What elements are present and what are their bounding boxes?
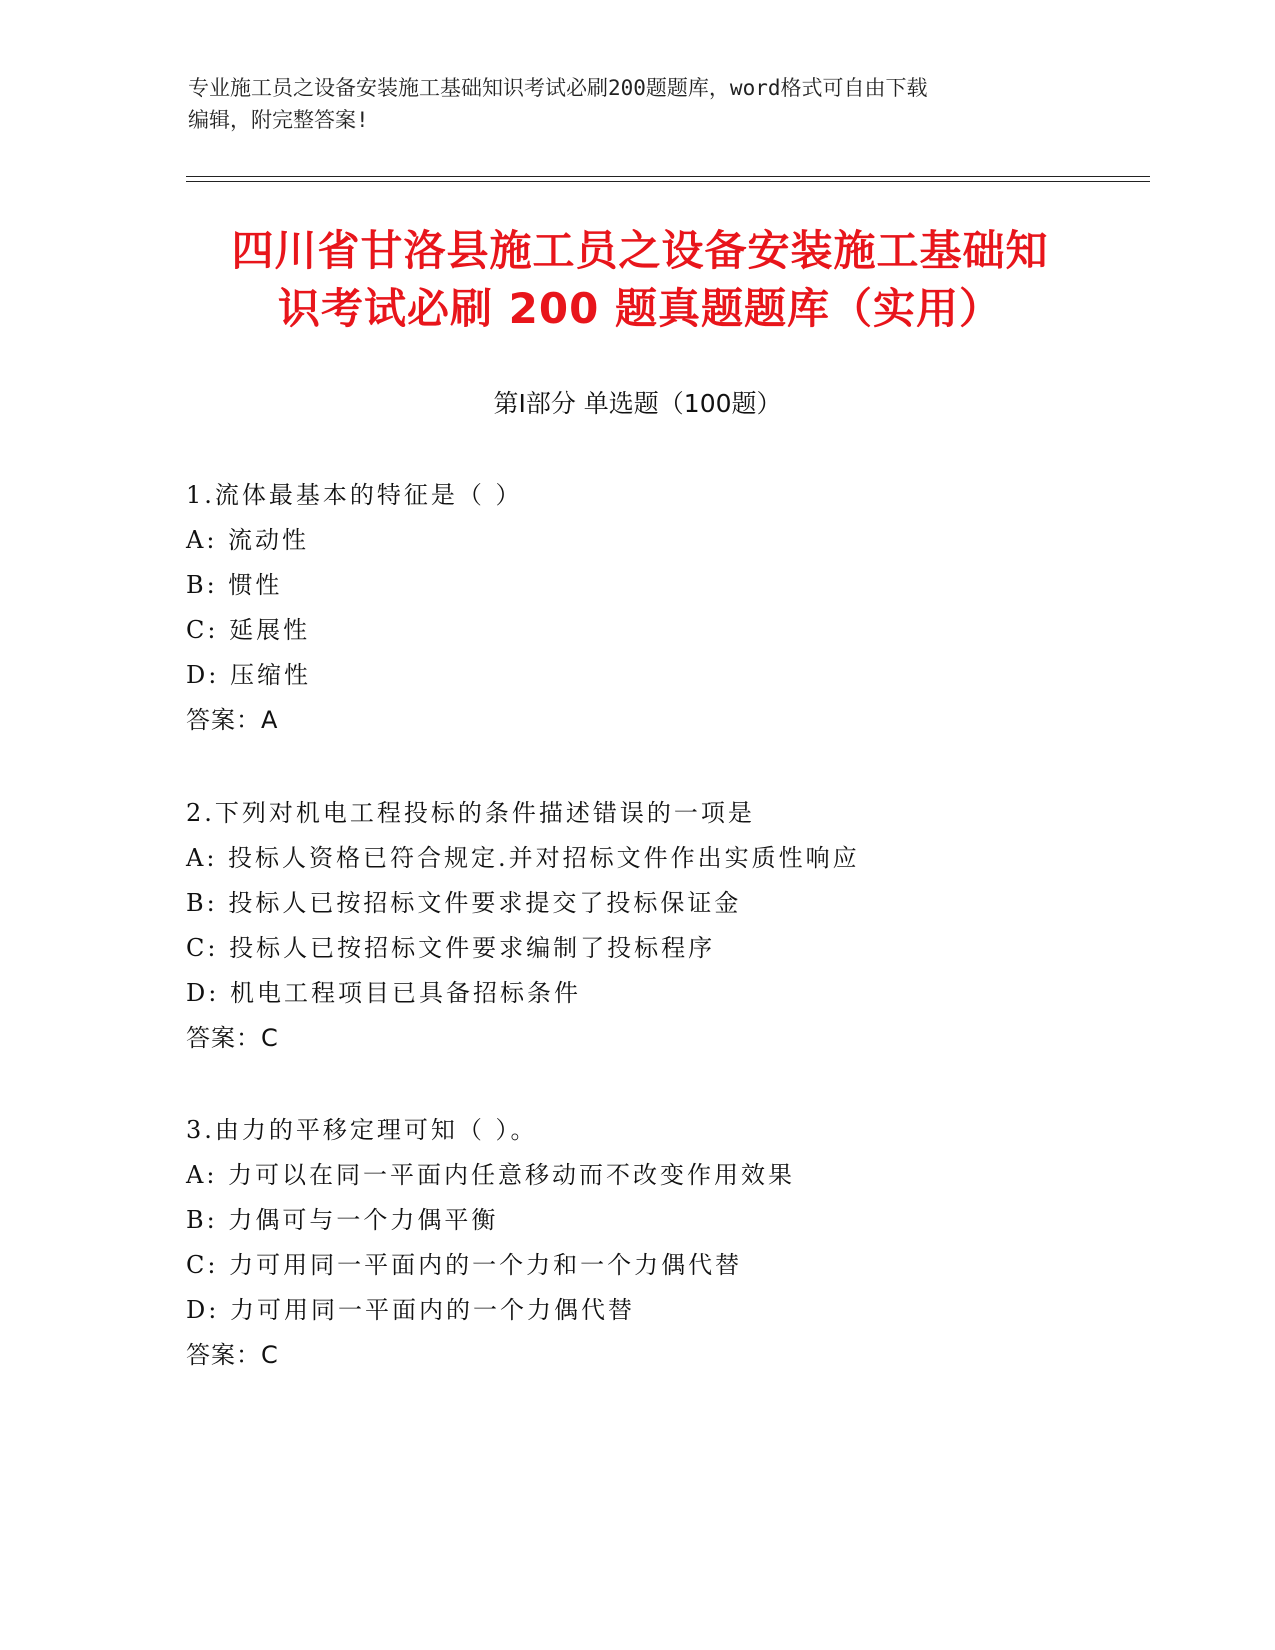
section-title: 第Ⅰ部分 单选题（100题） [493,389,782,418]
question-stem: 1.流体最基本的特征是（ ） [186,481,523,509]
document-title-line-2: 识考试必刷 200 题真题题库（实用） [278,284,1002,333]
document-title [180,222,1100,338]
option-a: A: 力可以在同一平面内任意移动而不改变作用效果 [186,1161,796,1189]
option-b: B: 惯性 [186,571,283,599]
question-stem: 2.下列对机电工程投标的条件描述错误的一项是 [186,799,755,827]
option-c: C: 延展性 [186,616,311,644]
header-note [188,72,1068,136]
header-note-line-1: 专业施工员之设备安装施工基础知识考试必刷200题题库，word格式可自由下载 [188,76,928,100]
option-d: D: 机电工程项目已具备招标条件 [186,979,581,1007]
option-d: D: 压缩性 [186,661,311,689]
header-note-line-2: 编辑，附完整答案! [188,108,369,132]
header-divider-bottom [186,181,1150,182]
option-a: A: 流动性 [186,526,310,554]
answer: 答案：C [186,1024,279,1052]
option-b: B: 投标人已按招标文件要求提交了投标保证金 [186,889,742,917]
question-stem: 3.由力的平移定理可知（ ）。 [186,1116,538,1144]
question-1 [186,473,1146,743]
option-c: C: 投标人已按招标文件要求编制了投标程序 [186,934,716,962]
option-d: D: 力可用同一平面内的一个力偶代替 [186,1296,635,1324]
answer: 答案：A [186,706,279,734]
header-divider-top [186,176,1150,177]
option-b: B: 力偶可与一个力偶平衡 [186,1206,499,1234]
document-title-line-1: 四川省甘洛县施工员之设备安装施工基础知 [231,226,1049,275]
question-2 [186,791,1146,1061]
question-3 [186,1108,1146,1378]
option-c: C: 力可用同一平面内的一个力和一个力偶代替 [186,1251,743,1279]
answer: 答案：C [186,1341,279,1369]
option-a: A: 投标人资格已符合规定.并对招标文件作出实质性响应 [186,844,860,872]
